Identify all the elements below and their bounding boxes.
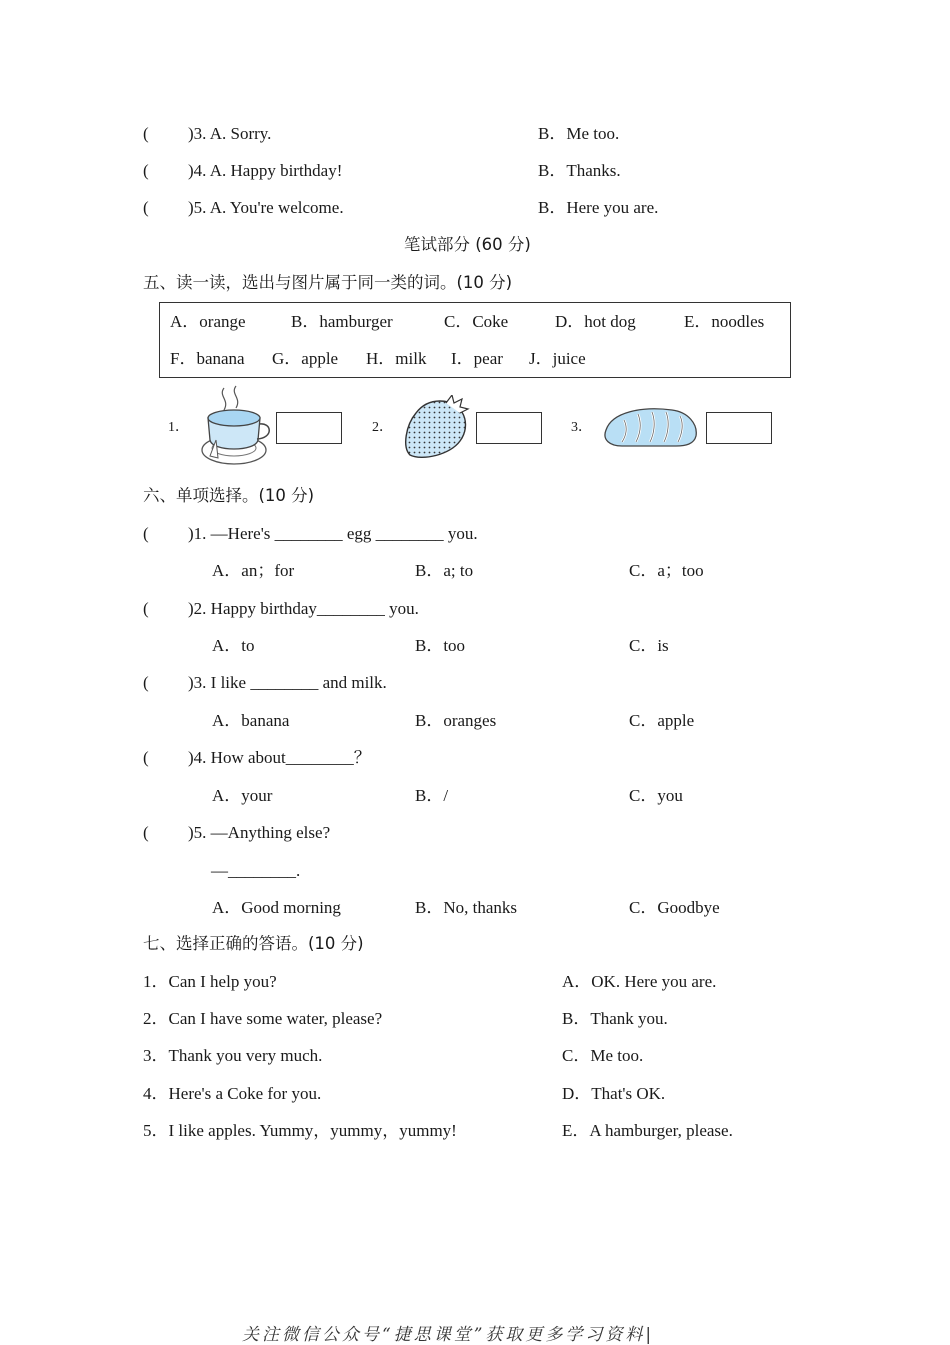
word-option: H．milk (366, 349, 427, 368)
section5-title: 五、读一读，选出与图片属于同一类的词。(10 分) (143, 273, 513, 292)
listening-option-a: )4. A. Happy birthday! (188, 161, 343, 180)
answer-paren[interactable]: ( (143, 823, 149, 842)
answer-box-2[interactable] (476, 412, 542, 444)
option-b: B．/ (415, 786, 449, 805)
answer-option: B．Thank you. (562, 1009, 668, 1028)
answer-paren[interactable]: ( (143, 161, 149, 180)
picture-label: 3． (571, 420, 592, 435)
listening-option-a: )5. A. You're welcome. (188, 198, 344, 217)
word-option: A．orange (170, 312, 246, 331)
answer-option: C．Me too. (562, 1046, 644, 1065)
word-option: I．pear (451, 349, 503, 368)
answer-paren[interactable]: ( (143, 524, 149, 543)
answer-paren[interactable]: ( (143, 673, 149, 692)
answer-option: A．OK. Here you are. (562, 972, 717, 991)
question-text: 3．Thank you very much. (143, 1046, 323, 1065)
question-text: )1. —Here's ________ egg ________ you. (188, 524, 478, 543)
answer-paren[interactable]: ( (143, 748, 149, 767)
answer-option: D．That's OK. (562, 1084, 666, 1103)
listening-option-b: B．Me too. (538, 124, 620, 143)
word-option: F．banana (170, 349, 245, 368)
option-c: C．you (629, 786, 683, 805)
word-option: E．noodles (684, 312, 765, 331)
picture-label: 1． (168, 420, 189, 435)
tea-cup-icon (196, 384, 274, 470)
word-option: G．apple (272, 349, 339, 368)
listening-option-b: B．Thanks. (538, 161, 621, 180)
option-b: B．No, thanks (415, 898, 517, 917)
written-section-title: 笔试部分 (60 分) (404, 235, 531, 254)
option-a: A．to (212, 636, 255, 655)
section6-title: 六、单项选择。(10 分) (143, 486, 315, 505)
answer-option: E．A hamburger, please. (562, 1121, 733, 1140)
picture-label: 2． (372, 420, 393, 435)
option-a: A．an；for (212, 561, 295, 580)
option-c: C．Goodbye (629, 898, 720, 917)
word-option: C．Coke (444, 312, 509, 331)
question-text: 2．Can I have some water, please? (143, 1009, 383, 1028)
question-text: )4. How about________？ (188, 748, 371, 767)
option-b: B．a; to (415, 561, 474, 580)
listening-option-a: )3. A. Sorry. (188, 124, 272, 143)
option-b: B．too (415, 636, 466, 655)
answer-paren[interactable]: ( (143, 124, 149, 143)
answer-paren[interactable]: ( (143, 599, 149, 618)
footer-note: 关注微信公众号“捷思课堂”获取更多学习资料| (242, 1325, 655, 1345)
option-a: A．your (212, 786, 273, 805)
option-b: B．oranges (415, 711, 497, 730)
question-text: )3. I like ________ and milk. (188, 673, 387, 692)
listening-option-b: B．Here you are. (538, 198, 659, 217)
question-text: )5. —Anything else? (188, 823, 331, 842)
question-text: 1．Can I help you? (143, 972, 277, 991)
word-option: J．juice (529, 349, 586, 368)
word-option: D．hot dog (555, 312, 636, 331)
strawberry-icon (402, 395, 472, 463)
question-text: 4．Here's a Coke for you. (143, 1084, 322, 1103)
bread-icon (602, 404, 700, 450)
question-text: 5．I like apples. Yummy，yummy，yummy! (143, 1121, 457, 1140)
option-c: C．is (629, 636, 669, 655)
section7-title: 七、选择正确的答语。(10 分) (143, 934, 364, 953)
answer-box-1[interactable] (276, 412, 342, 444)
option-a: A．Good morning (212, 898, 341, 917)
answer-paren[interactable]: ( (143, 198, 149, 217)
word-option: B．hamburger (291, 312, 393, 331)
question-response: —________. (211, 861, 301, 880)
answer-box-3[interactable] (706, 412, 772, 444)
option-a: A．banana (212, 711, 290, 730)
option-c: C．apple (629, 711, 695, 730)
question-text: )2. Happy birthday________ you. (188, 599, 419, 618)
option-c: C．a；too (629, 561, 704, 580)
